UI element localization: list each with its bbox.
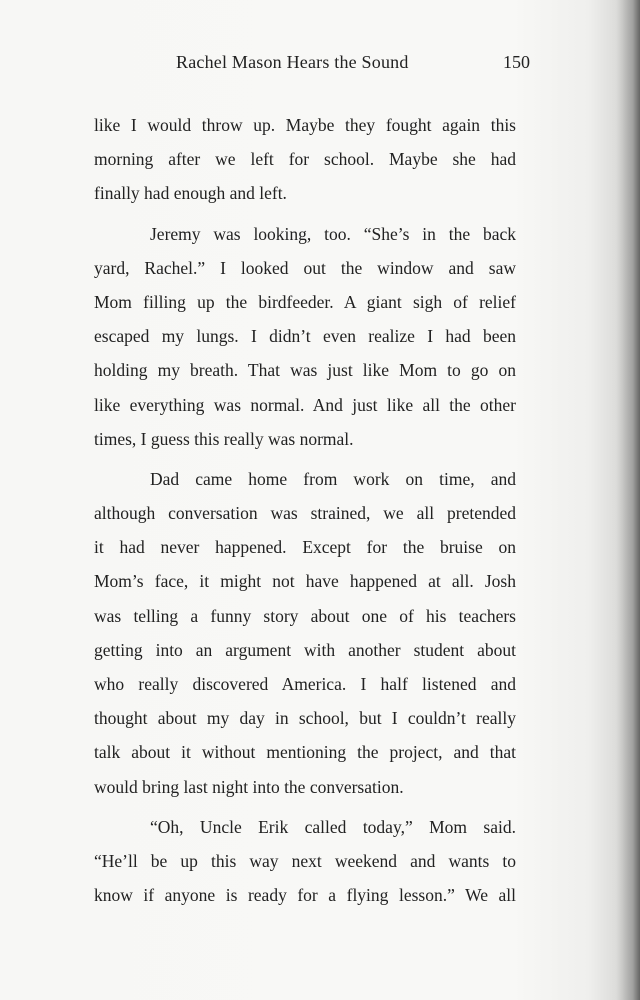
text-line: like I would throw up. Maybe they fought again this — [94, 115, 516, 135]
text-line: Jeremy was looking, too. “She’s in the back — [150, 223, 516, 244]
paragraph — [94, 108, 516, 211]
text-line: holding my breath. That was just like Mom to go on — [94, 360, 516, 381]
paragraph — [94, 810, 516, 913]
paragraph — [94, 462, 516, 804]
text-line: know if anyone is ready for a flying lesson.” We all — [94, 885, 516, 906]
text-line: talk about it without mentioning the project, and that — [94, 742, 516, 763]
body-text — [94, 108, 516, 912]
text-line: was telling a funny story about one of his teachers — [94, 605, 516, 626]
page-edge-shadow — [616, 0, 640, 1000]
text-line: thought about my day in school, but I couldn’t really — [94, 708, 516, 729]
running-title: Rachel Mason Hears the Sound — [176, 52, 409, 72]
text-line: “He’ll be up this way next weekend and wants to — [94, 850, 516, 871]
paragraph — [94, 217, 516, 456]
page-number: 150 — [503, 52, 530, 72]
text-line: morning after we left for school. Maybe she had — [94, 149, 516, 170]
text-line: finally had enough and left. — [94, 183, 287, 204]
text-line: getting into an argument with another student about — [94, 639, 516, 660]
text-line: although conversation was strained, we all pretended — [94, 503, 516, 524]
text-line: Mom filling up the birdfeeder. A giant sigh of relief — [94, 291, 516, 312]
text-line: who really discovered America. I half listened and — [94, 674, 516, 694]
text-line: Dad came home from work on time, and — [150, 468, 516, 489]
text-line: it had never happened. Except for the bruise on — [94, 537, 516, 558]
text-line: would bring last night into the conversation. — [94, 776, 404, 797]
text-line: times, I guess this really was normal. — [94, 428, 354, 449]
text-line: yard, Rachel.” I looked out the window and saw — [94, 257, 516, 278]
text-line: Mom’s face, it might not have happened at all. Josh — [94, 571, 516, 592]
page-header — [176, 52, 530, 82]
text-line: escaped my lungs. I didn’t even realize I had been — [94, 326, 516, 347]
text-line: “Oh, Uncle Erik called today,” Mom said. — [150, 816, 516, 837]
text-line: like everything was normal. And just like all the other — [94, 394, 516, 415]
